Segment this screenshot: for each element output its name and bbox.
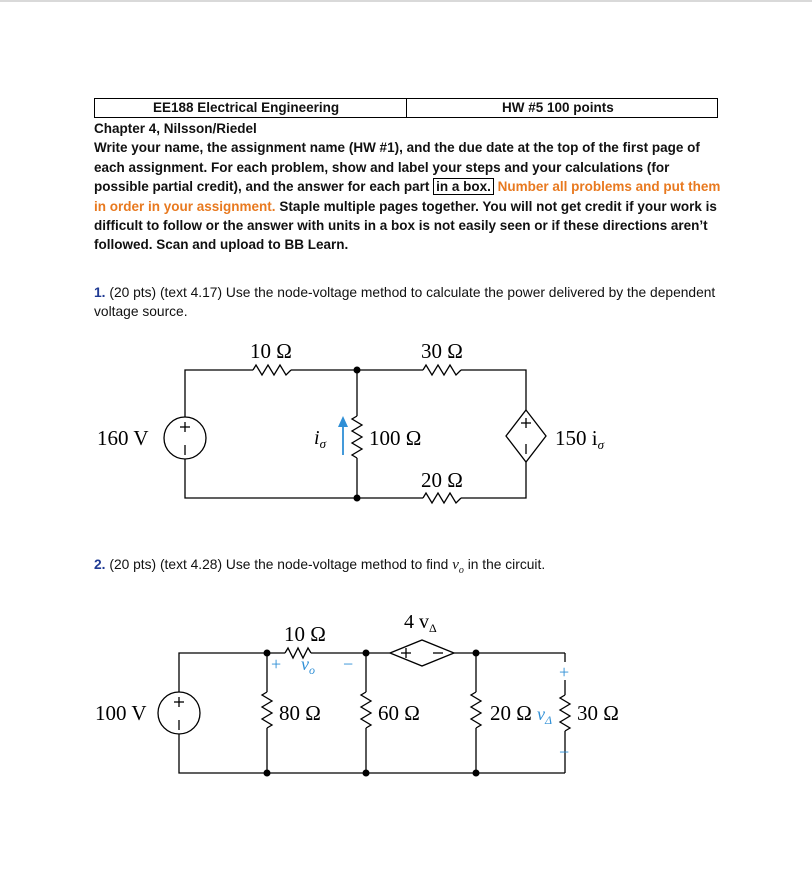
c2-resistor-20 bbox=[471, 692, 481, 728]
assignment-title: HW #5 100 points bbox=[502, 100, 614, 115]
c2-bottom-wire bbox=[179, 734, 565, 773]
c2-vo-plus: + bbox=[271, 654, 282, 674]
c2-resistor-60 bbox=[361, 692, 371, 728]
problem-2-number: 2. bbox=[94, 557, 106, 572]
c1-label-30: 30 Ω bbox=[421, 339, 463, 363]
course-title: EE188 Electrical Engineering bbox=[95, 99, 407, 117]
c1-label-20: 20 Ω bbox=[421, 468, 463, 492]
c2-node-2-top bbox=[363, 650, 370, 657]
c1-label-160v: 160 V bbox=[97, 426, 149, 450]
chapter-line: Chapter 4, Nilsson/Riedel bbox=[94, 121, 257, 136]
c2-label-vo: $v_o$ bbox=[301, 654, 315, 677]
c2-vdelta-plus: + bbox=[559, 662, 570, 682]
problem-2-statement-a: (20 pts) (text 4.28) Use the node-voltage method to find bbox=[109, 557, 449, 572]
c2-node-3-top bbox=[473, 650, 480, 657]
c2-dependent-source bbox=[390, 640, 454, 666]
problem-1-number: 1. bbox=[94, 285, 106, 300]
c2-label-10: 10 Ω bbox=[284, 622, 326, 646]
c2-top-wire-left bbox=[179, 653, 285, 692]
instructions-text-2: Staple multiple pages together. You will not get credit if your work is difficult to follow or the answer with units in a box is not easily seen or if these directions aren’t followed. Scan and upload to BB Learn. bbox=[94, 198, 717, 253]
c2-vo-minus: − bbox=[343, 654, 354, 674]
c1-label-150io: 150 iσ bbox=[555, 426, 605, 452]
problem-1-statement: (20 pts) (text 4.17) Use the node-voltage method to calculate the power delivered by the dependent voltage source. bbox=[94, 285, 716, 319]
c2-label-80: 80 Ω bbox=[279, 701, 321, 725]
c2-node-1-bot bbox=[264, 770, 271, 777]
c2-label-30: 30 Ω bbox=[577, 701, 619, 725]
c2-node-1-top bbox=[264, 650, 271, 657]
c1-label-10: 10 Ω bbox=[250, 339, 292, 363]
problem-2-statement-b: in the circuit. bbox=[467, 557, 546, 572]
c2-node-2-bot bbox=[363, 770, 370, 777]
c2-label-100v: 100 V bbox=[95, 701, 147, 725]
c1-label-io: $i_\sigma$ bbox=[314, 427, 326, 451]
c2-label-dep: 4 $v_\Delta$ bbox=[404, 611, 437, 635]
instructions-text-1: Write your name, the assignment name (HW #1), and the due date at the top of the first page of each assignment. For each problem, show and label your steps and your calculations (for possible partial credit), and the answer for each part bbox=[94, 140, 700, 195]
orange-instruction: Number all problems and put them in order in your assignment. bbox=[94, 179, 721, 214]
c1-label-100: 100 Ω bbox=[369, 426, 422, 450]
c2-node-3-bot bbox=[473, 770, 480, 777]
c2-resistor-80 bbox=[262, 692, 272, 728]
c2-label-20: 20 Ω bbox=[490, 701, 532, 725]
c2-label-vdelta: $v_\Delta$ bbox=[537, 704, 553, 727]
c2-resistor-30 bbox=[560, 695, 570, 731]
boxed-phrase: in a box. bbox=[433, 178, 494, 195]
problem-2-var: $v_o$ bbox=[452, 557, 464, 576]
c2-label-60: 60 Ω bbox=[378, 701, 420, 725]
c2-vdelta-minus: − bbox=[559, 742, 570, 762]
